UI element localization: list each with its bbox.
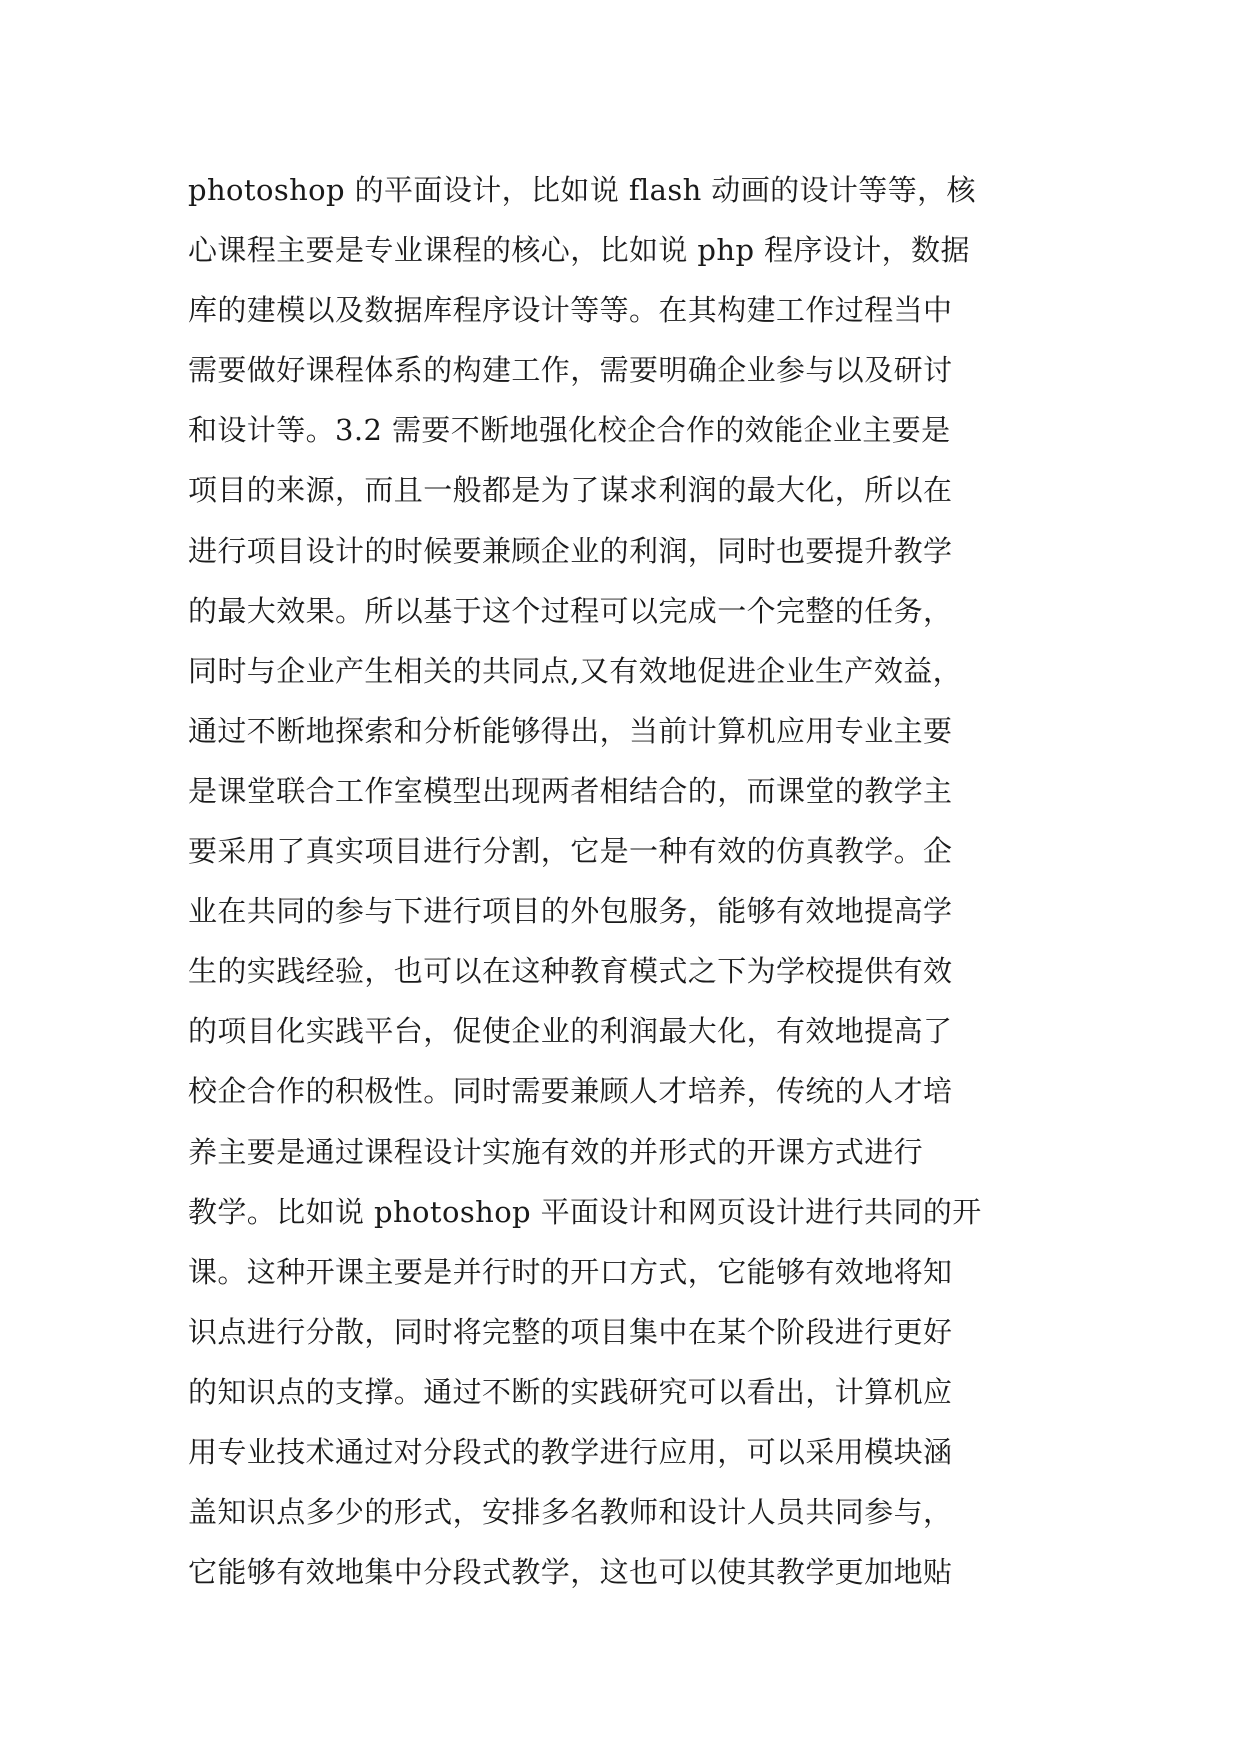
text-line: 项目的来源，而且一般都是为了谋求利润的最大化，所以在 (188, 473, 953, 508)
text-line: photoshop 的平面设计，比如说 flash 动画的设计等等，核 (188, 173, 976, 207)
text-line: 进行项目设计的时候要兼顾企业的利润，同时也要提升教学 (188, 533, 953, 568)
text-line: 教学。比如说 photoshop 平面设计和网页设计进行共同的开 (188, 1194, 982, 1229)
text-line: 通过不断地探索和分析能够得出，当前计算机应用专业主要 (188, 713, 953, 748)
text-line: 要采用了真实项目进行分割，它是一种有效的仿真教学。企 (188, 834, 953, 869)
text-line: 和设计等。3.2 需要不断地强化校企合作的效能企业主要是 (188, 413, 951, 448)
text-line: 识点进行分散，同时将完整的项目集中在某个阶段进行更好 (188, 1314, 953, 1349)
body-text (188, 160, 1068, 1602)
text-line: 业在共同的参与下进行项目的外包服务，能够有效地提高学 (188, 894, 953, 929)
text-line: 生的实践经验，也可以在这种教育模式之下为学校提供有效 (188, 954, 953, 989)
text-line: 用专业技术通过对分段式的教学进行应用，可以采用模块涵 (188, 1434, 953, 1469)
text-line: 的知识点的支撑。通过不断的实践研究可以看出，计算机应 (188, 1374, 953, 1409)
text-line: 校企合作的积极性。同时需要兼顾人才培养，传统的人才培 (188, 1074, 953, 1109)
text-line: 养主要是通过课程设计实施有效的并形式的开课方式进行 (188, 1134, 924, 1169)
text-line: 需要做好课程体系的构建工作，需要明确企业参与以及研讨 (188, 353, 953, 388)
text-line: 它能够有效地集中分段式教学，这也可以使其教学更加地贴 (188, 1555, 953, 1590)
text-line: 盖知识点多少的形式，安排多名教师和设计人员共同参与， (188, 1495, 953, 1530)
text-line: 的最大效果。所以基于这个过程可以完成一个完整的任务， (188, 593, 953, 628)
text-line: 是课堂联合工作室模型出现两者相结合的，而课堂的教学主 (188, 773, 953, 808)
text-line: 同时与企业产生相关的共同点,又有效地促进企业生产效益， (188, 653, 963, 688)
text-line: 课。这种开课主要是并行时的开口方式，它能够有效地将知 (188, 1254, 953, 1289)
text-line: 心课程主要是专业课程的核心，比如说 php 程序设计，数据 (188, 233, 970, 268)
text-line: 库的建模以及数据库程序设计等等。在其构建工作过程当中 (188, 293, 953, 328)
text-line: 的项目化实践平台，促使企业的利润最大化，有效地提高了 (188, 1014, 953, 1049)
